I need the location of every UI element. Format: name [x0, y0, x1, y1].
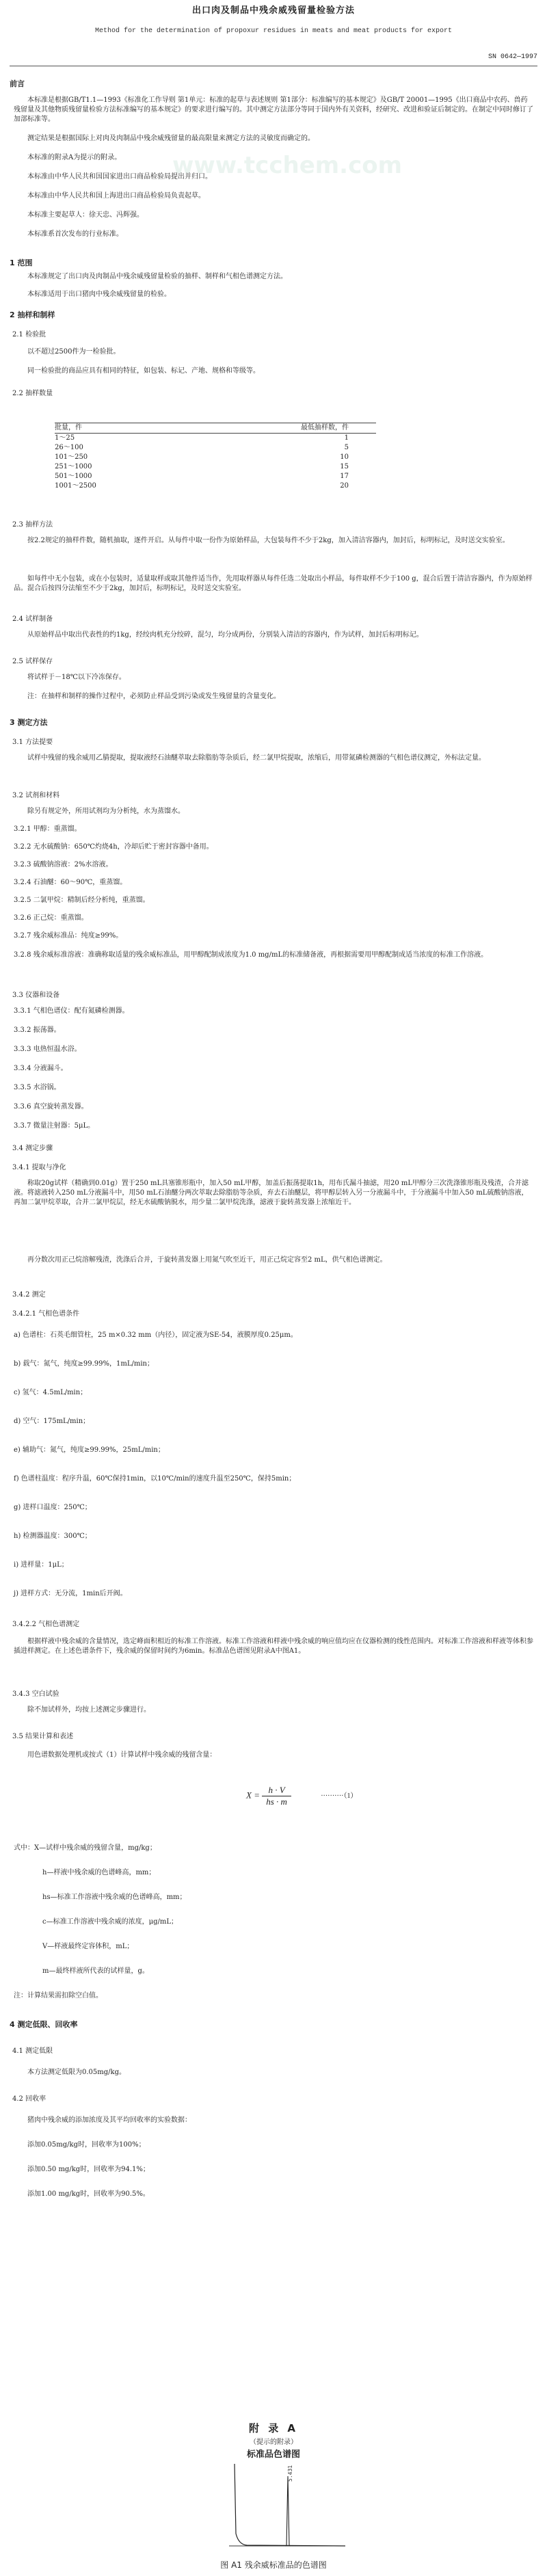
gc-condition: b) 载气：氮气，纯度≥99.99%，1mL/min； [14, 1360, 154, 1368]
section-3-4-title: 3.4 测定步骤 [12, 1145, 53, 1152]
formula-where-line: hs—标准工作溶液中残余威的色谱峰高，mm； [42, 1894, 187, 1901]
section-3-4-1-para-1: 称取20g试样（精确到0.01g）置于250 mL具塞锥形瓶中，加入50 mL甲醇，加盖后振荡提取1h，用布氏漏斗抽滤，用20 mL甲醇分三次洗涤锥形瓶及残渣，合并滤液。将滤液转入250 mL分液漏斗中，用50 mL石油醚分两次萃取去除脂肪等杂质，弃去石油醚层，将甲醇层转入另一分液漏斗中，于分液漏斗中加入50 mL硫酸钠溶液，再加二氯甲烷萃取，合并二氯甲烷层，经无水硫酸钠脱水，用少量二氯甲烷洗涤，滤液于旋转蒸发器上浓缩近干。 [14, 1180, 529, 1206]
gc-condition: i) 进样量：1μL； [14, 1561, 68, 1569]
gc-condition: f) 色谱柱温度：程序升温，60℃保持1min，以10℃/min的速度升温至250℃，保持5min； [14, 1475, 296, 1483]
reagent-item: 3.2.8 残余威标准溶液：准确称取适量的残余威标准品，用甲醇配制成浓度为1.0 mg/mL的标准储备液，再根据需要用甲醇配制成适当浓度的标准工作溶液。 [14, 951, 488, 959]
foreword-para-1: 本标准是根据GB/T1.1—1993《标准化工作导则 第1单元：标准的起草与表述规则 第1部分：标准编写的基本规定》及GB/T 20001—1995《出口商品中农药、兽药残留量及其他物质残留量检验方法标准编写的基本规定》的要求进行编写的。其中测定方法部分等同于国内外有关资料，经研究、改进和验证后制定的。在制定中同时修订了加部标准等。 [14, 96, 533, 123]
reagent-item: 3.2.4 石油醚：60～90℃，重蒸馏。 [14, 879, 127, 886]
section-3-4-2-2-title: 3.4.2.2 气相色谱测定 [12, 1621, 80, 1628]
instrument-item: 3.3.5 水浴锅。 [14, 1084, 61, 1091]
section-3-2-title: 3.2 试剂和材料 [12, 792, 60, 799]
recovery-line: 添加0.05mg/kg时，回收率为100%； [27, 2141, 146, 2149]
formula-where-line: 式中：X—试样中残余威的残留含量，mg/kg； [14, 1844, 157, 1852]
instrument-item: 3.3.2 振荡器。 [14, 1026, 61, 1034]
table-row [55, 434, 376, 443]
section-2-1-para-1: 以不超过2500件为一检验批。 [27, 348, 120, 356]
foreword-para-6: 本标准主要起草人：徐天忠、冯辉强。 [27, 211, 144, 219]
gc-condition: e) 辅助气：氮气，纯度≥99.99%，25mL/min； [14, 1446, 165, 1454]
table-row [55, 453, 376, 462]
table-cell: 26～100 [55, 444, 83, 451]
section-4-2-title: 4.2 回收率 [12, 2095, 46, 2103]
calculation-note: 注：计算结果需扣除空白值。 [14, 1992, 103, 2000]
formula-numerator: h · V [262, 1785, 291, 1796]
appendix-title: 附 录 A [248, 2422, 299, 2434]
section-2-3-para-2: 如每件中无小包装，或在小包装时，适量取样或取其他件适当作，先用取样器从每件任选二处取出小样品，每件取样不少于100 g，混合后置于清洁容器内，作为原始样品。混合后按四分法缩至不少于2kg，加封后，标明标记，及时送交实验室。 [14, 575, 533, 592]
section-2-3-title: 2.3 抽样方法 [12, 521, 53, 529]
sampling-table-header [55, 423, 376, 434]
reagent-item: 3.2.6 正己烷：重蒸馏。 [14, 914, 88, 922]
formula-lhs: X [246, 1790, 252, 1801]
table-cell: 20 [340, 482, 349, 490]
table-row [55, 472, 376, 481]
instrument-item: 3.3.6 真空旋转蒸发器。 [14, 1103, 88, 1111]
instrument-item: 3.3.7 微量注射器：5μL。 [14, 1122, 95, 1130]
foreword-para-2: 测定结果是根据国际上对肉及肉制品中残余威残留量的最高限量来测定方法的灵敏度而确定的。 [27, 135, 315, 142]
table-cell: 17 [340, 473, 349, 480]
foreword-para-4: 本标准由中华人民共和国国家进出口商品检验局提出并归口。 [27, 173, 212, 181]
recovery-line: 添加1.00 mg/kg时，回收率为90.5%。 [27, 2190, 150, 2198]
gc-condition: h) 检测器温度：300℃； [14, 1532, 92, 1540]
gc-condition: c) 氢气：4.5mL/min； [14, 1389, 88, 1396]
table-cell: 251～1000 [55, 463, 92, 470]
formula-denominator: hs · m [266, 1796, 287, 1807]
section-4-1-para: 本方法测定低限为0.05mg/kg。 [27, 2069, 126, 2076]
table-cell: 10 [340, 453, 349, 461]
section-3-4-2-2-para: 根据样液中残余威的含量情况，选定峰面积相近的标准工作溶液。标准工作溶液和样液中残余威的响应值均应在仪器检测的线性范围内。对标准工作溶液和样液等体积参插进样测定。在上述色谱条件下，残余威的保留时间约为6min。标准品色谱图见附录A中图A1。 [14, 1638, 533, 1655]
reagent-item: 3.2.5 二氯甲烷：精制后经分析纯，重蒸馏。 [14, 897, 150, 904]
formula-equation-number: ··········（1） [321, 1792, 358, 1801]
standard-number: SN 0642—1997 [488, 53, 537, 61]
table-cell: 101～250 [55, 453, 88, 461]
gc-condition: g) 进样口温度：250℃； [14, 1504, 92, 1511]
foreword-para-7: 本标准系首次发布的行业标准。 [27, 230, 123, 238]
table-cell: 501～1000 [55, 473, 92, 480]
gc-condition: j) 进样方式：无分流，1min后开阀。 [14, 1590, 127, 1597]
section-4-2-para: 猪肉中残余威的添加浓度及其平均回收率的实验数据： [27, 2116, 191, 2124]
sampling-table-header-min: 最低抽样数，件 [301, 424, 349, 431]
section-2-1-para-2: 同一检验批的商品应具有相同的特征，如包装、标记、产地、规格和等级等。 [27, 367, 260, 375]
section-3-1-title: 3.1 方法提要 [12, 739, 53, 746]
section-3-heading: 3 测定方法 [10, 718, 48, 727]
section-2-5-para-1: 将试样于－18℃以下冷冻保存。 [27, 674, 126, 681]
gc-condition: d) 空气：175mL/min； [14, 1418, 90, 1425]
table-cell: 1～25 [55, 434, 75, 442]
chromatogram [215, 2458, 352, 2551]
sampling-table-header-lot: 批量，件 [55, 424, 82, 431]
section-3-5-para: 用色谱数据处理机或按式（1）计算试样中残余威的残留含量： [27, 1751, 217, 1759]
section-4-heading: 4 测定低限、回收率 [10, 2020, 78, 2029]
foreword-heading: 前言 [10, 79, 25, 88]
section-3-2-para: 除另有规定外，所用试剂均为分析纯，水为蒸馏水。 [27, 808, 185, 815]
section-2-3-para-1: 按2.2规定的抽样件数，随机抽取，逐件开启。从每件中取一份作为原始样品，大包装每件不少于2kg，加入清洁容器内，加封后，标明标记，及时送交实验室。 [27, 537, 509, 544]
instrument-item: 3.3.1 气相色谱仪：配有氮磷检测器。 [14, 1007, 129, 1015]
section-2-heading: 2 抽样和制样 [10, 310, 55, 319]
document-subtitle-en: Method for the determination of propoxur residues in meats and meat products for export [94, 27, 453, 35]
table-cell: 5 [344, 444, 349, 451]
foreword-para-5: 本标准由中华人民共和国上海进出口商品检验局负责起草。 [27, 192, 205, 200]
reagent-item: 3.2.1 甲醇：重蒸馏。 [14, 825, 81, 833]
foreword-para-3: 本标准的附录A为提示的附录。 [27, 154, 122, 161]
section-2-5-note: 注：在抽样和制样的操作过程中，必须防止样品受到污染或发生残留量的含量变化。 [27, 693, 280, 700]
reagent-item: 3.2.3 硫酸钠溶液：2%水溶液。 [14, 861, 113, 868]
formula-where-line: m—最终样液所代表的试样量，g。 [42, 1967, 149, 1975]
reagent-item: 3.2.2 无水硫酸钠：650℃灼烧4h，冷却后贮于密封容器中备用。 [14, 843, 213, 851]
section-2-2-title: 2.2 抽样数量 [12, 390, 53, 397]
section-3-4-3-title: 3.4.3 空白试验 [12, 1690, 59, 1698]
document-title: 出口肉及制品中残余威残留量检验方法 [191, 5, 355, 16]
table-cell: 15 [340, 463, 349, 470]
table-row [55, 462, 376, 472]
section-3-3-title: 3.3 仪器和设备 [12, 992, 60, 999]
section-2-5-title: 2.5 试样保存 [12, 658, 53, 665]
formula-where-line: c—标准工作溶液中残余威的浓度，μg/mL； [42, 1918, 178, 1926]
result-formula: X = $\frac{h \cdot V}{hs \cdot m}$ ··········（1） [246, 1785, 358, 1807]
instrument-item: 3.3.4 分液漏斗。 [14, 1065, 68, 1072]
section-3-4-2-1-title: 3.4.2.1 气相色谱条件 [12, 1310, 80, 1318]
peak-label: 5.431 [287, 2465, 293, 2482]
table-cell: 1001～2500 [55, 482, 96, 490]
section-3-4-1-para-2: 再分数次用正己烷溶解残渣，洗涤后合并，于旋转蒸发器上用氮气吹至近干，用正己烷定容至2 mL，供气相色谱测定。 [27, 1256, 387, 1264]
appendix-subtitle: 标准品色谱图 [246, 2449, 300, 2460]
section-4-1-title: 4.1 测定低限 [12, 2047, 53, 2055]
table-row [55, 443, 376, 453]
section-2-4-title: 2.4 试样制备 [12, 615, 53, 623]
section-3-1-para: 试样中残留的残余威用乙腈提取，提取液经石油醚萃取去除脂肪等杂质后，经二氯甲烷提取，浓缩后，用带氮磷检测器的气相色谱仪测定，外标法定量。 [27, 754, 485, 762]
recovery-line: 添加0.50 mg/kg时，回收率为94.1%； [27, 2166, 150, 2173]
table-row [55, 481, 376, 491]
formula-where-line: h—样液中残余威的色谱峰高，mm； [42, 1869, 156, 1876]
sampling-table [55, 423, 376, 491]
appendix-note: （提示的附录） [250, 2439, 297, 2446]
section-1-heading: 1 范围 [10, 258, 33, 267]
table-cell: 1 [344, 434, 349, 442]
section-3-4-1-title: 3.4.1 提取与净化 [12, 1164, 66, 1171]
section-2-4-para: 从原始样品中取出代表性的约1kg，经绞肉机充分绞碎，混匀，均分成两份，分别装入清洁的容器内，作为试样，加封后标明标记。 [27, 631, 423, 639]
section-3-4-3-para: 除不加试样外，均按上述测定步骤进行。 [27, 1706, 150, 1714]
gc-condition: a) 色谱柱：石英毛细管柱，25 m×0.32 mm（内径），固定液为SE-54，液膜厚度0.25μm。 [14, 1331, 297, 1339]
formula-where-line: V—样液最终定容体积，mL； [42, 1943, 134, 1950]
instrument-item: 3.3.3 电热恒温水浴。 [14, 1046, 81, 1053]
formula-fraction [262, 1785, 291, 1807]
propoxur-peak [285, 2476, 291, 2546]
watermark-text: www.tcchem.com [172, 152, 403, 179]
section-3-5-title: 3.5 结果计算和表述 [12, 1733, 74, 1740]
figure-caption: 图 A1 残余威标准品的色谱图 [220, 2560, 327, 2570]
reagent-item: 3.2.7 残余威标准品：纯度≥99%。 [14, 932, 123, 940]
section-1-para-2: 本标准适用于出口猪肉中残余威残留量的检验。 [27, 291, 171, 298]
section-2-1-title: 2.1 检验批 [12, 331, 46, 338]
section-1-para-1: 本标准规定了出口肉及肉制品中残余威残留量检验的抽样、制样和气相色谱测定方法。 [27, 273, 287, 280]
section-3-4-2-title: 3.4.2 测定 [12, 1291, 46, 1299]
